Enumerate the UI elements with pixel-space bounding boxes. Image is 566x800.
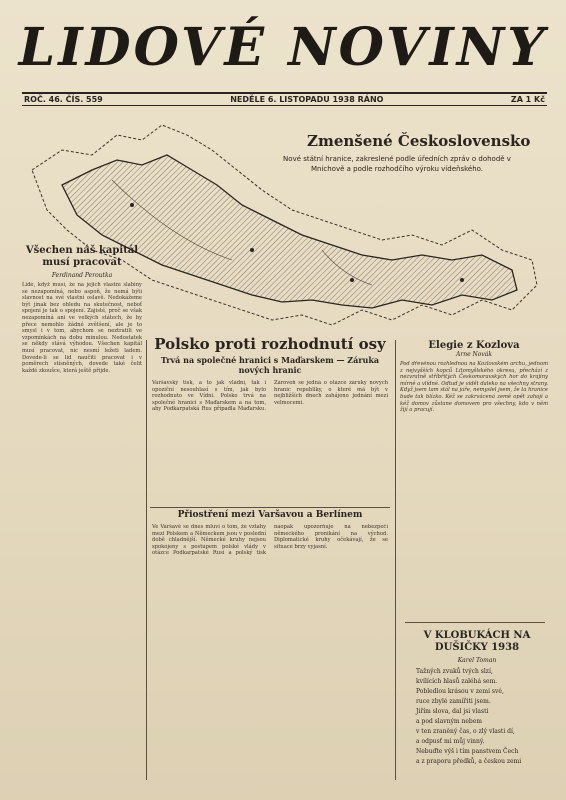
right-article-body: Pod dřevěnou rozhlednou na Kozlovském archu, jednom z nejvyšších kopců Litomyšlského okresu, přechází z nezvratně stříbřitých Českomoravských hor do krajiny mírné a vlídné. Odtud je vidět daleko na všechny strany. Když jsem tam stál na jaře, nemyslel jsem, že ta hranice bude tak blízko. Kéž se zakrvácená země opět zahojí a kéž domov zůstane domovem pro všechny, kdo v něm žijí a pracují. [400,361,548,414]
issue-number: ROČ. 46. ČÍS. 559 [24,95,103,104]
left-article [22,245,142,742]
masthead-title: LIDOVÉ NOVINY [18,17,548,78]
poem-line: Nebuďte výš i tím panstvem Čech [416,748,519,755]
issue-date: NEDĚLE 6. LISTOPADU 1938 RÁNO [230,95,384,104]
poem-line: a pod slavným nebem [416,718,482,725]
left-article-body: Lidé, když musí, že na jejich vlastní slabiny se nezapomíná, nebo aspoň, že nemá býti slavnost na své vlastní oslavě. Nedokážeme být jinak bez ohledu na skutečnost, neboť spojení je tak o spojení. Zajisté, proč se však nezapomíná ani ve velkých státech, že by přece nemohlo žádné zvětšení, ale je to smysl i v tom, abychom se neztratili ve vzpomínkách na dobu minulou. Nedostatek se někdy stává výhodou. Všechen kapitál musí pracovat, nic nesmí ležeti ladem. Dovede-li se lid naučiti pracovat i v poměrech stísněných, dovede také čelit každé zkoušce, která ještě přijde. [22,282,142,374]
poem-line: Pobledlou krásou v zemi své, [416,688,504,695]
center-article-body: Varšavský tisk, a to jak vládní, tak i opoziční nesouhlasí s tím, jak bylo rozhodnuto ve Vídni. Polsko trvá na společné hranici s Maďarskem a na tom, aby Podkarpatská Rus připadla Maďarsku. Zároveň se jedná o otázce záruky nových hranic republiky, o které má být v nejbližších dnech zahájeno jednání mezi velmocemi. [152,380,388,413]
left-article-author: Ferdinand Peroutka [51,272,113,279]
right-article-author: Arne Novák [456,351,492,358]
center-article-header [150,335,390,375]
column-divider [146,340,147,780]
poem-author: Karel Toman [457,657,497,664]
mid-article-body: Ve Varšavě se dnes mluví o tom, že vztahy mezi Polskem a Německem jsou v poslední době chladnější. Německé kruhy nejsou spokojeny s postupem polské vlády v otázce Podkarpatské Rusi a polský tisk naopak upozorňuje na nebezpečí německého pronikání na východ. Diplomatické kruhy očekávají, že se situace brzy vyjasní. [152,524,388,557]
issue-info-bar [22,92,547,106]
poem-lines [412,667,542,767]
right-article-title: Elegie z Kozlova [428,340,520,351]
mid-article-title: Přiostření mezi Varšavou a Berlínem [177,510,363,520]
center-article-subtitle: Trvá na společné hranici s Maďarskem — Záruka nových hranic [160,355,380,375]
poem-line: Tažných zvuků tvých slzí, [416,668,493,675]
center-article-title: Polsko proti rozhodnutí osy [154,335,386,353]
poem-line: a odpusť mi můj vinný. [416,738,485,745]
poem-line: a z praporu předků, a českou zemi [416,758,522,765]
poem-line: Jiřím slova, dal jsi vlasti [416,708,489,715]
column-divider [395,340,396,780]
poem-line: kvílících hlasů zaléhá sem. [416,678,498,685]
issue-price: ZA 1 Kč [510,95,545,104]
poem-title: V KLOBUKÁCH NA DUŠIČKY 1938 [423,630,531,653]
map-subtitle: Nové státní hranice, zakreslené podle úředních zpráv o dohodě v Mnichově a podle rozhodčího výroku vídeňského. [283,155,511,173]
poem-line: ruce zbylé zamířiti jsem. [416,698,491,705]
section-divider [405,622,545,623]
right-article [400,340,548,631]
poem-line: v ten zraněný čas, o zlý vlasti dí, [416,728,515,735]
left-article-title: Všechen náš kapitál musí pracovat [25,245,139,268]
section-divider [150,507,390,508]
map-title: Zmenšené Československo [307,132,531,150]
poem-section [412,630,542,767]
